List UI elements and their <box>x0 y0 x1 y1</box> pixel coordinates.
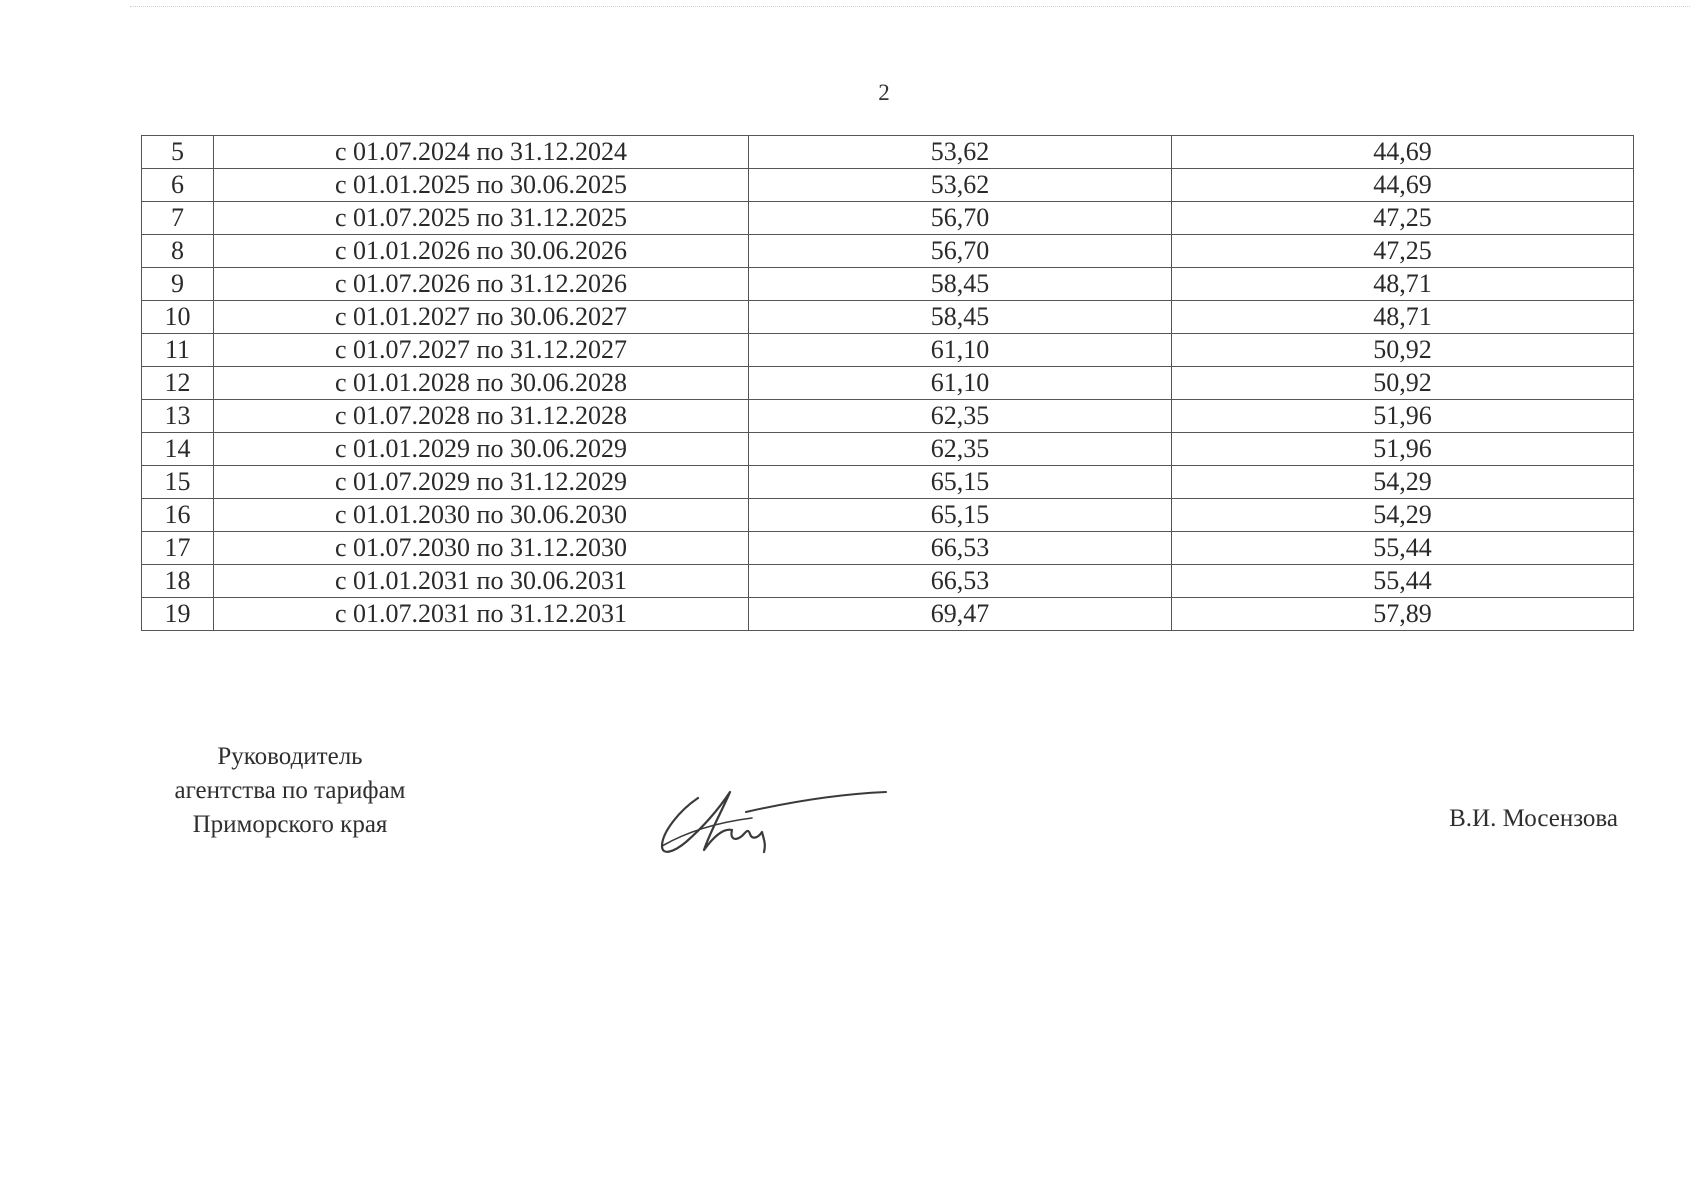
value1-cell: 62,35 <box>749 433 1172 466</box>
table-row <box>142 334 1634 367</box>
row-number-cell: 16 <box>142 499 214 532</box>
period-cell: с 01.01.2028 по 30.06.2028 <box>214 367 749 400</box>
row-number-cell: 8 <box>142 235 214 268</box>
value1-cell: 61,10 <box>749 367 1172 400</box>
scan-edge-artifact <box>130 6 1690 8</box>
tariff-table <box>141 135 1634 631</box>
table-row <box>142 532 1634 565</box>
signer-name: В.И. Мосензова <box>1449 805 1618 832</box>
page-number: 2 <box>878 80 890 105</box>
value2-cell: 50,92 <box>1172 367 1634 400</box>
period-cell: с 01.07.2024 по 31.12.2024 <box>214 136 749 169</box>
row-number-cell: 11 <box>142 334 214 367</box>
period-cell: с 01.01.2026 по 30.06.2026 <box>214 235 749 268</box>
value2-cell: 54,29 <box>1172 499 1634 532</box>
value1-cell: 65,15 <box>749 499 1172 532</box>
value1-cell: 53,62 <box>749 169 1172 202</box>
value1-cell: 62,35 <box>749 400 1172 433</box>
value2-cell: 51,96 <box>1172 433 1634 466</box>
period-cell: с 01.07.2030 по 31.12.2030 <box>214 532 749 565</box>
period-cell: с 01.01.2025 по 30.06.2025 <box>214 169 749 202</box>
value2-cell: 50,92 <box>1172 334 1634 367</box>
row-number-cell: 14 <box>142 433 214 466</box>
value2-cell: 44,69 <box>1172 169 1634 202</box>
value2-cell: 47,25 <box>1172 235 1634 268</box>
row-number-cell: 18 <box>142 565 214 598</box>
table-row <box>142 136 1634 169</box>
handwritten-signature <box>650 770 890 870</box>
value1-cell: 56,70 <box>749 235 1172 268</box>
signatory-line-2: агентства по тарифам <box>174 777 406 804</box>
period-cell: с 01.07.2027 по 31.12.2027 <box>214 334 749 367</box>
value1-cell: 66,53 <box>749 532 1172 565</box>
signatory-line-1: Руководитель <box>217 743 363 770</box>
table-row <box>142 268 1634 301</box>
table-row <box>142 301 1634 334</box>
value2-cell: 47,25 <box>1172 202 1634 235</box>
value2-cell: 48,71 <box>1172 301 1634 334</box>
value1-cell: 61,10 <box>749 334 1172 367</box>
value2-cell: 44,69 <box>1172 136 1634 169</box>
value2-cell: 55,44 <box>1172 532 1634 565</box>
period-cell: с 01.01.2027 по 30.06.2027 <box>214 301 749 334</box>
value2-cell: 48,71 <box>1172 268 1634 301</box>
signatory-title <box>140 740 440 842</box>
period-cell: с 01.01.2029 по 30.06.2029 <box>214 433 749 466</box>
value1-cell: 53,62 <box>749 136 1172 169</box>
table-row <box>142 598 1634 631</box>
row-number-cell: 9 <box>142 268 214 301</box>
signatory-line-3: Приморского края <box>192 811 388 838</box>
value2-cell: 54,29 <box>1172 466 1634 499</box>
value2-cell: 57,89 <box>1172 598 1634 631</box>
table-row <box>142 169 1634 202</box>
row-number-cell: 7 <box>142 202 214 235</box>
table-row <box>142 235 1634 268</box>
value1-cell: 58,45 <box>749 301 1172 334</box>
value2-cell: 55,44 <box>1172 565 1634 598</box>
value1-cell: 56,70 <box>749 202 1172 235</box>
period-cell: с 01.01.2030 по 30.06.2030 <box>214 499 749 532</box>
period-cell: с 01.07.2031 по 31.12.2031 <box>214 598 749 631</box>
row-number-cell: 17 <box>142 532 214 565</box>
period-cell: с 01.07.2028 по 31.12.2028 <box>214 400 749 433</box>
table-row <box>142 400 1634 433</box>
row-number-cell: 19 <box>142 598 214 631</box>
table-row <box>142 466 1634 499</box>
value1-cell: 69,47 <box>749 598 1172 631</box>
table-row <box>142 565 1634 598</box>
row-number-cell: 15 <box>142 466 214 499</box>
row-number-cell: 12 <box>142 367 214 400</box>
value1-cell: 58,45 <box>749 268 1172 301</box>
value2-cell: 51,96 <box>1172 400 1634 433</box>
period-cell: с 01.07.2025 по 31.12.2025 <box>214 202 749 235</box>
row-number-cell: 6 <box>142 169 214 202</box>
period-cell: с 01.07.2029 по 31.12.2029 <box>214 466 749 499</box>
table-row <box>142 499 1634 532</box>
table-row <box>142 433 1634 466</box>
period-cell: с 01.01.2031 по 30.06.2031 <box>214 565 749 598</box>
tariff-table-body <box>142 136 1634 631</box>
period-cell: с 01.07.2026 по 31.12.2026 <box>214 268 749 301</box>
row-number-cell: 5 <box>142 136 214 169</box>
value1-cell: 66,53 <box>749 565 1172 598</box>
table-row <box>142 202 1634 235</box>
value1-cell: 65,15 <box>749 466 1172 499</box>
table-row <box>142 367 1634 400</box>
row-number-cell: 10 <box>142 301 214 334</box>
row-number-cell: 13 <box>142 400 214 433</box>
